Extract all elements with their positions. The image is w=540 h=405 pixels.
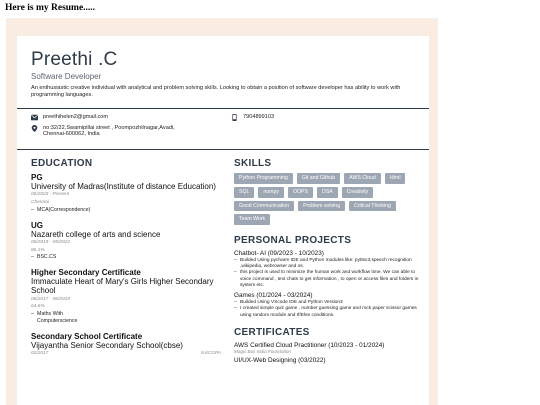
education-entry xyxy=(31,332,221,356)
education-degree: Secondary School Certificate xyxy=(31,331,143,341)
contact-email[interactable]: preethihelen2@gmail.com xyxy=(43,114,109,120)
skill-tag: Creativity xyxy=(342,187,374,198)
education-degree: PG xyxy=(31,173,43,182)
project-entry xyxy=(234,292,419,319)
summary-text: An enthusiastic creative individual with analytical and problem solving skills. Looking to obtain a position of software developer has ability to work with programming languages. xyxy=(31,84,401,99)
project-title: Chatbot- AI (09/2023 - 10/2023) xyxy=(234,250,324,257)
project-bullet: – I created simple quiz game , number guessing game and rock paper scissor games using random module and If/Else conditions. xyxy=(234,306,417,318)
skill-tag: Python Programming xyxy=(234,173,293,184)
contact-address-row xyxy=(31,125,175,137)
skill-tag: AWS Cloud xyxy=(344,173,381,184)
education-entry xyxy=(31,173,221,214)
resume-header xyxy=(31,50,415,100)
skill-tag: Git and Github xyxy=(297,173,340,184)
project-bullet: – this project is used to minimize the human work and workflow time. We can able to voice command , text chats to get information , to open or access files and folders in system etc. xyxy=(234,270,419,288)
skill-tag: SQL xyxy=(234,187,254,198)
education-institution: Immaculate Heart of Mary's Girls Higher Secondary School xyxy=(31,277,214,296)
skill-tag: DSA xyxy=(317,187,338,198)
education-score: 86.1% xyxy=(31,247,45,253)
education-institution: University of Madras(Institute of distance Education) xyxy=(31,182,216,192)
education-dates: 02/2017 xyxy=(31,350,49,356)
candidate-name: Preethi .C xyxy=(31,49,118,70)
phone-icon xyxy=(231,114,238,121)
resume-sheet xyxy=(17,36,429,405)
education-score: 8.6CGPA xyxy=(201,350,221,356)
education-entry xyxy=(31,221,221,262)
contact-address-line1: no:32/22,Swamipillai street , Poompozhilnagar,Avadi, xyxy=(43,125,175,131)
header-divider-top xyxy=(17,108,429,109)
contact-email-row xyxy=(31,114,108,121)
certificate-entry xyxy=(234,342,419,354)
header-divider-bottom xyxy=(17,149,429,150)
projects-title: PERSONAL PROJECTS xyxy=(234,235,352,246)
skills-list xyxy=(234,173,419,225)
certificate-title: UI/UX-Web Designing (03/2022) xyxy=(234,356,326,364)
education-score: 64.6% xyxy=(31,304,45,310)
page-heading: Here is my Resume..... xyxy=(5,3,96,13)
education-bullet: – MCA(Correspondence) xyxy=(31,206,91,213)
education-title: EDUCATION xyxy=(31,158,93,169)
education-bullet: – BSC.CS xyxy=(31,254,57,261)
right-column xyxy=(234,158,419,364)
education-dates: 06/2019 - 05/2022 xyxy=(31,239,70,245)
skill-tag: Critical Thinking xyxy=(349,201,396,212)
skill-tag: numpy xyxy=(258,187,284,198)
email-icon xyxy=(31,114,38,121)
certificate-entry xyxy=(234,357,419,364)
contact-phone: 7904899103 xyxy=(243,114,275,120)
certificate-issuer: Magic Bus India Foundation xyxy=(234,348,291,354)
certificate-title: AWS Certified Cloud Practitioner (10/2023 - 01/2024) xyxy=(234,341,385,349)
project-entry xyxy=(234,250,419,289)
education-bullet: – Maths With Computerscience xyxy=(31,311,78,324)
education-entry xyxy=(31,268,221,324)
education-degree: Higher Secondary Certificate xyxy=(31,268,141,278)
candidate-role: Software Developer xyxy=(31,71,102,81)
project-bullet: – Builded Using pycharm IDE and Python modules like: pyttsx3,speech recognition ,wikipedia, webrowser and os. xyxy=(234,258,412,270)
skill-tag: Problem solving xyxy=(298,201,345,212)
skill-tag: OOPS xyxy=(288,187,313,198)
skill-tag: Team Work xyxy=(234,214,270,225)
education-institution: Nazareth college of arts and science xyxy=(31,229,161,239)
education-dates: 06/2023 - Present xyxy=(31,192,70,198)
certificates-title: CERTIFICATES xyxy=(234,326,310,338)
project-title: Games (01/2024 - 03/2024) xyxy=(234,292,313,300)
education-degree: UG xyxy=(31,220,43,230)
education-dates: 06/2017 - 06/2019 xyxy=(31,296,70,302)
contact-address-line2: Chennai-600062, India xyxy=(43,131,100,137)
project-bullets xyxy=(234,300,419,319)
left-column xyxy=(31,158,221,363)
contact-phone-row xyxy=(231,114,274,121)
education-meta-row xyxy=(31,351,221,356)
location-pin-icon xyxy=(31,125,38,132)
project-bullets xyxy=(234,258,419,289)
project-bullet: – Builded Using VScode IDE and Python Version3 xyxy=(234,300,343,306)
education-institution: Vijayantha Senior Secondary School(cbse) xyxy=(31,340,183,350)
skills-title: SKILLS xyxy=(234,158,272,169)
skill-tag: Good Communication xyxy=(234,201,294,212)
skill-tag: Html xyxy=(385,173,406,184)
education-location: Chennai xyxy=(31,200,49,206)
